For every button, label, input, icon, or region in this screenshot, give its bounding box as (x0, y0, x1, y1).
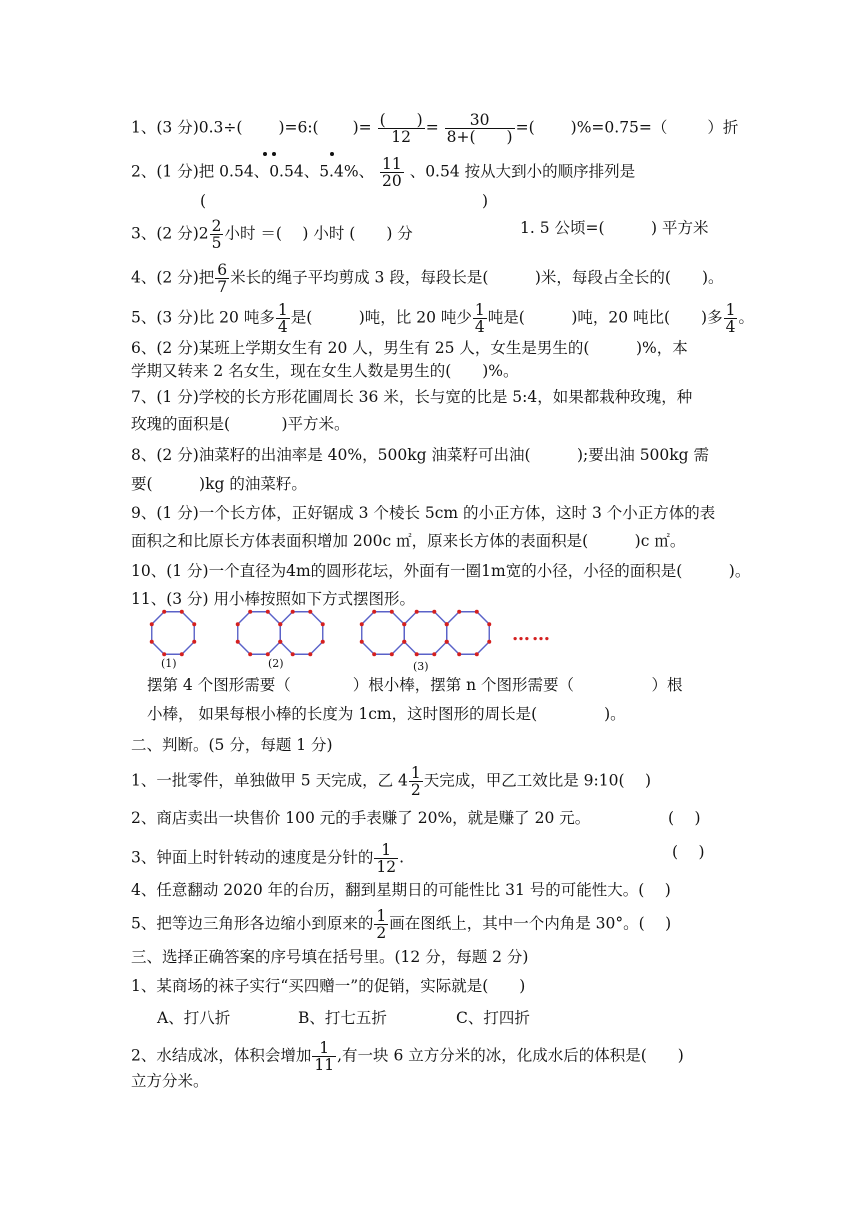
section-3-title: 三、选择正确答案的序号填在括号里。(12 分，每题 2 分) (131, 948, 529, 966)
judge-3: 3、钟面上时针转动的速度是分针的 $\frac{1}{12}$ . (131, 841, 405, 876)
choice-1: 1、某商场的袜子实行“买四赠一”的促销，实际就是( ) (131, 977, 526, 995)
joint-dot (475, 652, 479, 656)
joint-dot (321, 622, 325, 626)
joint-dot (475, 610, 479, 614)
joint-dot (150, 622, 154, 626)
q5-fraction-1: $\frac{1}{4}$ (277, 301, 288, 336)
joint-dot (278, 640, 282, 644)
q3-line: 3、(2 分)2 $\frac{2}{5}$ 小时 ＝( ) 小时 ( ) 分 (131, 217, 413, 252)
q1-fraction-2: $\frac{30}{8+( )}$ (446, 111, 513, 146)
q11-title: 11、(3 分) 用小棒按照如下方式摆图形。 (131, 590, 416, 608)
joint-dot (390, 610, 394, 614)
q11-line-2: 小棒， 如果每根小棒的长度为 1cm，这时图形的周长是( )。 (147, 705, 626, 723)
q2-fraction: $\frac{11}{20}$ (382, 155, 402, 190)
q9-line-2: 面积之和比原长方体表面积增加 200c ㎡，原来长方体的表面积是( )c ㎡。 (131, 532, 686, 550)
joint-dot (321, 640, 325, 644)
octagon-figures (150, 610, 491, 656)
joint-dot (248, 652, 252, 656)
joint-dot (180, 652, 184, 656)
joint-dot (248, 610, 252, 614)
joint-dot (445, 640, 449, 644)
joint-dot (266, 610, 270, 614)
joint-dot (291, 610, 295, 614)
joint-dot (291, 652, 295, 656)
choice-2-fraction: $\frac{1}{11}$ (314, 1039, 335, 1074)
joint-dot (150, 640, 154, 644)
figure-label-1: (1) (161, 657, 177, 670)
joint-dot (390, 652, 394, 656)
q5-line: 5、(3 分)比 20 吨多 $\frac{1}{4}$ 是( )吨，比 20 吨少 $\frac{1}{4}$ 吨是( )吨，20 吨比( )多 $\frac{1}{4}$ 。 (131, 301, 754, 336)
q11-line-1: 摆第 4 个图形需要（ ）根小棒，摆第 n 个图形需要（ ）根 (147, 676, 683, 694)
q8-line-2: 要( )kg 的油菜籽。 (131, 475, 307, 493)
judge-3-fraction: $\frac{1}{12}$ (376, 841, 397, 876)
judge-2-paren: ( ) (668, 809, 701, 827)
q10-line: 10、(1 分)一个直径为4m的圆形花坛，外面有一圈1m宽的小径，小径的面积是( )。 (131, 562, 751, 580)
joint-dot (360, 640, 364, 644)
q7-line-2: 玫瑰的面积是( )平方米。 (131, 415, 350, 433)
judge-5: 5、把等边三角形各边缩小到原来的 $\frac{1}{2}$ 画在图纸上，其中一个内角是 30°。( ) (131, 907, 672, 942)
octagon (152, 612, 194, 654)
joint-dot (487, 640, 491, 644)
choice-2: 2、水结成冰，体积会增加 $\frac{1}{11}$ ,有一块 6 立方分米的冰，化成水后的体积是( ) (131, 1039, 684, 1074)
joint-dot (278, 622, 282, 626)
q2-answer-line: ( ) (200, 192, 489, 210)
judge-1: 1、一批零件，单独做甲 5 天完成，乙 4 $\frac{1}{2}$ 天完成，甲乙工效比是 9:10( ) (131, 764, 652, 799)
joint-dot (236, 640, 240, 644)
q7-line-1: 7、(1 分)学校的长方形花圃周长 36 米，长与宽的比是 5:4，如果都栽种玫瑰，种 (131, 388, 693, 406)
joint-dot (162, 652, 166, 656)
choice-1-option-b: B、打七五折 (298, 1009, 387, 1027)
choice-1-option-c: C、打四折 (456, 1009, 530, 1027)
octagon (447, 612, 489, 654)
q4-fraction: $\frac{6}{7}$ (217, 261, 228, 296)
q5-fraction-2: $\frac{1}{4}$ (474, 301, 485, 336)
joint-dot (432, 610, 436, 614)
q3-fraction: $\frac{2}{5}$ (211, 217, 222, 252)
octagon (362, 612, 404, 654)
q9-line-1: 9、(1 分)一个长方体，正好锯成 3 个棱长 5cm 的小正方体，这时 3 个小正方体的表 (131, 504, 716, 522)
joint-dot (402, 622, 406, 626)
q3-line-b: 1. 5 公顷=( ) 平方米 (520, 219, 709, 237)
section-2-title: 二、判断。(5 分，每题 1 分) (131, 736, 333, 754)
joint-dot (402, 640, 406, 644)
choice-2-line-2: 立方分米。 (131, 1072, 209, 1090)
joint-dot (372, 652, 376, 656)
judge-1-fraction: $\frac{1}{2}$ (410, 764, 421, 799)
joint-dot (372, 610, 376, 614)
q2-line: 2、(1 分)把 0.54、0.54、5.4%、 $\frac{11}{20}$ 、0.54 按从大到小的顺序排列是 (131, 155, 636, 190)
joint-dot (432, 652, 436, 656)
q6-line-2: 学期又转来 2 名女生，现在女生人数是男生的( )%。 (131, 362, 519, 380)
q8-line-1: 8、(2 分)油菜籽的出油率是 40%，500kg 油菜籽可出油( );要出油 500kg 需 (131, 446, 710, 464)
q5-fraction-3: $\frac{1}{4}$ (725, 301, 736, 336)
joint-dot (192, 640, 196, 644)
judge-4: 4、任意翻动 2020 年的台历，翻到星期日的可能性比 31 号的可能性大。( ) (131, 881, 671, 899)
continuation-dots: …… (512, 624, 552, 645)
joint-dot (180, 610, 184, 614)
q6-line-1: 6、(2 分)某班上学期女生有 20 人，男生有 25 人，女生是男生的( )%，本 (131, 339, 688, 357)
joint-dot (415, 652, 419, 656)
joint-dot (487, 622, 491, 626)
joint-dot (308, 652, 312, 656)
q1-fraction-1: ( ) 12 (379, 111, 423, 146)
judge-2: 2、商店卖出一块售价 100 元的手表赚了 20%，就是赚了 20 元。 (131, 809, 591, 827)
joint-dot (457, 652, 461, 656)
figure-label-3: (3) (413, 660, 429, 673)
joint-dot (360, 622, 364, 626)
judge-5-fraction: $\frac{1}{2}$ (376, 907, 387, 942)
figure-label-2: (2) (268, 657, 284, 670)
choice-1-option-a: A、打八折 (157, 1009, 231, 1027)
octagon (404, 612, 446, 654)
joint-dot (445, 622, 449, 626)
q1-line: 1、(3 分)0.3÷( )=6:( )= ( ) 12 = $\frac{30}{8+( )}$ =( )%=0.75=（ ）折 (131, 111, 739, 146)
joint-dot (162, 610, 166, 614)
octagon (238, 612, 280, 654)
joint-dot (236, 622, 240, 626)
joint-dot (308, 610, 312, 614)
joint-dot (266, 652, 270, 656)
octagon (280, 612, 322, 654)
judge-3-paren: ( ) (672, 843, 705, 861)
joint-dot (415, 610, 419, 614)
joint-dot (192, 622, 196, 626)
joint-dot (457, 610, 461, 614)
q4-line: 4、(2 分)把 $\frac{6}{7}$ 米长的绳子平均剪成 3 段，每段长是( )米，每段占全长的( )。 (131, 261, 724, 296)
